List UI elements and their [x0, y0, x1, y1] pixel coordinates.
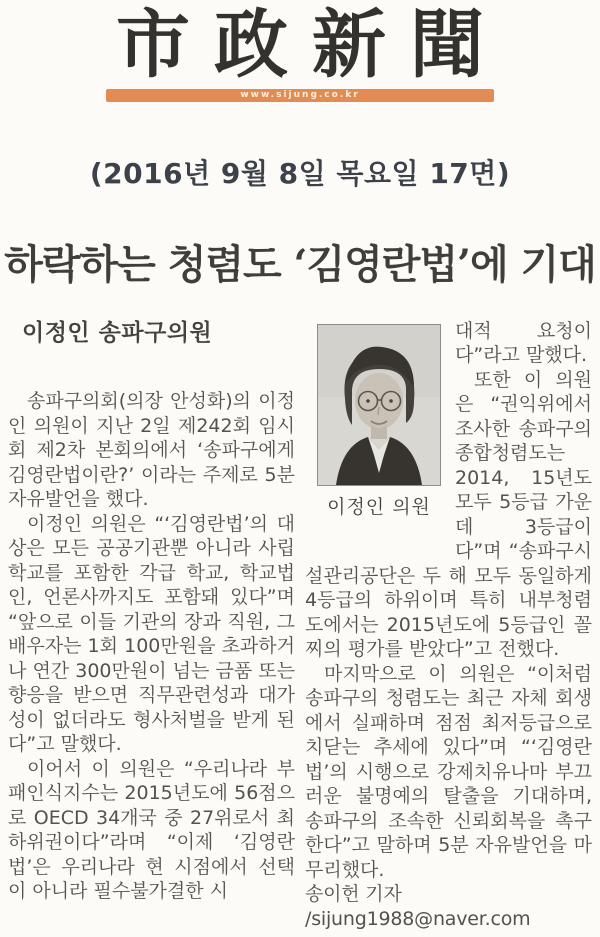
publication-dateline: (2016년 9월 8일 목요일 17면) — [89, 156, 511, 190]
article-column-right — [305, 319, 592, 932]
article-paragraph: 대적 요청이다”라고 말했다. — [455, 319, 592, 367]
article-byline: 이정인 송파구의원 — [22, 319, 213, 346]
reporter-credit: 송이헌 기자 /sijung1988@naver.com — [305, 883, 531, 930]
article-paragraph: 송파구의회(의장 안성화)의 이정인 의원이 지난 2일 제242회 임시회 제2차 본회의에서 ‘송파구에게 김영란법이란?’ 이라는 주제로 5분 자유발언을 했다. — [8, 390, 295, 511]
photo-caption: 이정인 의원 — [327, 495, 431, 518]
article-headline: 하락하는 청렴도 ‘김영란법’에 기대 — [4, 240, 596, 288]
article-paragraph: 이어서 이 의원은 “우리나라 부패인식지수는 2015년도에 56점으로 OECD 34개국 중 27위로서 최하위권이다”라며 “이제 ‘김영란법’은 우리나라 현 시점에서 선택이 아니라 필수불가결한 시 — [8, 757, 295, 903]
masthead-url-bar — [106, 89, 494, 102]
article-column-left — [8, 319, 295, 932]
newspaper-title: 市政新聞 — [116, 2, 508, 88]
portrait-figure — [317, 324, 441, 520]
article-paragraph: 마지막으로 이 의원은 “이처럼 송파구의 청렴도는 최근 자체 회생에서 실패하며 점점 최저등급으로 치닫는 추세에 있다”며 “‘김영란법’의 시행으로 강제치유나마 부끄러운 불명예의 탈출을 기대하며, 송파구의 조속한 신뢰회복을 촉구한다”고 말하며 5분 자유발언을 마무리했다. — [305, 662, 592, 881]
portrait-photo — [317, 324, 441, 486]
article-paragraph: 이정인 의원은 “‘김영란법’의 대상은 모든 공공기관뿐 아니라 사립학교를 포함한 각급 학교, 학교법인, 언론사까지도 포함돼 있다”며 “앞으로 이들 기관의 장과 직원, 그 배우자는 1회 100만원을 초과하거나 연간 300만원이 넘는 금품 또는 향응을 받으면 직무관련성과 대가성이 없더라도 형사처벌을 받게 된다”고 말했다. — [8, 512, 295, 756]
article-paragraph: 또한 이 의원은 “권익위에서 조사한 송파구의 종합청렴도는 2014, 15년도 모두 5등급 가운데 3등급이다”며 “송파구시설관리공단은 두 해 모두 동일하게 4등급의 하위이며 특히 내부청렴도에서는 2015년도에 5등급인 꼴찌의 평가를 받았다”고 전했다. — [305, 368, 592, 661]
masthead — [0, 0, 600, 102]
newspaper-url: www.sijung.co.kr — [240, 89, 360, 100]
article-body — [0, 319, 600, 932]
